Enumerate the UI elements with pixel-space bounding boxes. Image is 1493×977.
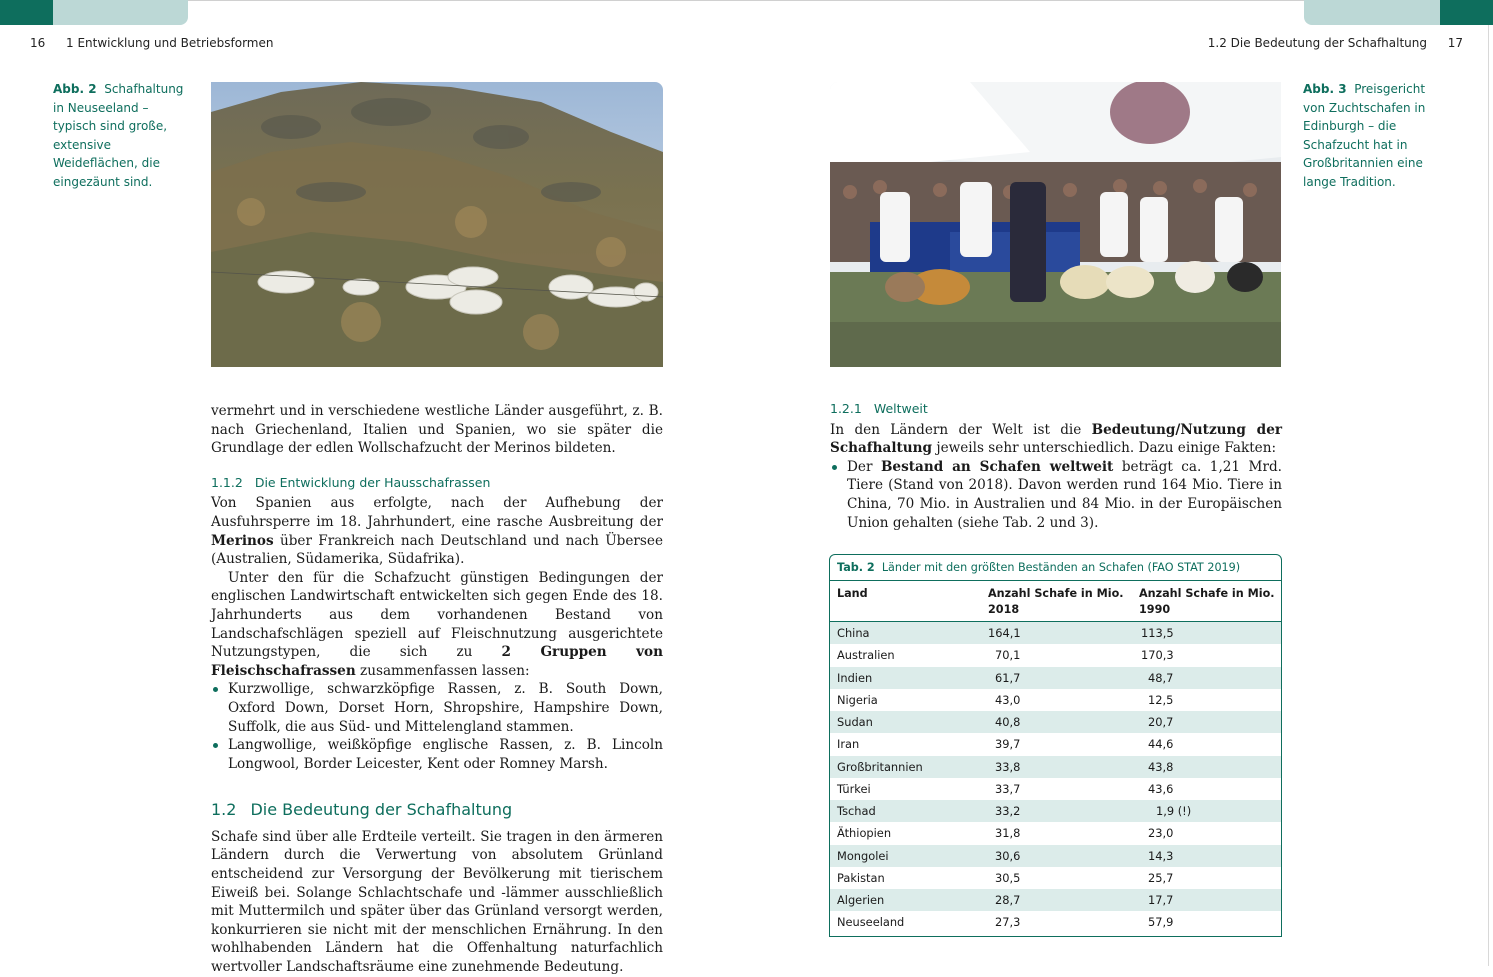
right-column [830,400,1282,532]
sheep-population-table [829,554,1282,937]
cell-1990: 1,9 (!) [1156,804,1192,818]
table-row [830,800,1281,822]
cell-land: Tschad [837,804,876,818]
cell-2018: 30,5 [995,870,1021,885]
cell-2018: 39,7 [995,737,1021,752]
right-running-title: 1.2 Die Bedeutung der Schafhaltung [1207,36,1427,50]
section-1-2-title: Die Bedeutung der Schafhaltung [250,800,513,820]
cell-2018: 33,2 [995,804,1021,818]
left-page-number: 16 [30,36,46,50]
fact-text-a: Der [847,458,881,475]
table-row [830,644,1281,666]
table-header-row [830,581,1281,622]
cell-1990: 23,0 [1148,826,1174,841]
table-row [830,867,1281,889]
list-item: Kurzwollige, schwarzköpfige Rassen, z. B. South Down, Oxford Down, Dorset Horn, Shropshire, Hampshire Down, Suffolk, die aus Süd- und Mittelengland stammen. [211,680,663,736]
cell-land: Nigeria [837,692,878,707]
left-column [211,402,663,977]
cell-2018: 33,8 [995,759,1021,774]
table-caption-text: Länder mit den größten Beständen an Schafen (FAO STAT 2019) [881,561,1241,574]
facts-list [830,458,1282,532]
cell-land: Algerien [837,893,885,907]
paragraph-merinos-text-a: Von Spanien aus erfolgte, nach der Aufhebung der Ausfuhrsperre im 18. Jahrhundert, eine rasche Ausbreitung der [211,495,663,530]
cell-2018: 33,7 [995,781,1021,796]
cell-2018: 70,1 [995,648,1021,663]
cell-1990: 14,3 [1148,848,1174,863]
intro-paragraph: vermehrt und in verschiedene westliche Länder ausgeführt, z. B. nach Griechenland, Italien und Spanien, wo sie später die Grundlage der edlen Wollschafzucht der Merinos bildeten. [211,403,663,457]
cell-land: Mongolei [837,848,889,863]
right-thumb-tab-light [1304,0,1440,25]
column-header-land: Land [837,587,868,600]
column-header-1990: Anzahl Schafe in Mio. 1990 [1139,587,1275,616]
table-row [830,733,1281,755]
fact-bold: Bestand an Schafen weltweit [880,458,1114,475]
paragraph-merinos-text-c: über Frankreich nach Deutschland und nach Übersee (Australien, Südamerika, Südafrika). [211,532,663,568]
fig2-caption-text: Schafhaltung in Neuseeland – typisch sind große, extensive Weideflächen, die eingezäunt sind. [53,82,184,189]
paragraph-merinos [211,494,663,568]
fig2-label: Abb. 2 [53,82,97,96]
table-row [830,667,1281,689]
table-row [830,689,1281,711]
fig3-caption [1303,80,1438,191]
table-row [830,711,1281,733]
section-1-1-2-number: 1.1.2 [211,474,243,490]
cell-2018: 31,8 [995,826,1021,841]
table-caption [830,555,1281,581]
cell-land: Pakistan [837,870,885,885]
cell-land: Indien [837,670,873,685]
cell-1990: 48,7 [1148,670,1174,685]
table-body [830,622,1281,934]
paragraph-england [211,569,663,681]
section-1-2-1-number: 1.2.1 [830,401,862,416]
section-1-2-heading [211,801,663,820]
table-row [830,889,1281,911]
fig3-photo-sheep-show [830,82,1281,367]
cell-2018: 164,1 [988,626,1021,640]
cell-1990: 20,7 [1148,715,1174,729]
cell-land: Äthiopien [837,826,892,841]
cell-land: Türkei [837,781,871,796]
paragraph-england-bold: 2 Gruppen von Fleischschafrassen [211,644,663,679]
section-1-2-1-title: Weltweit [873,401,928,416]
cell-1990: 57,9 [1148,915,1174,930]
table-row [830,622,1281,644]
cell-land: Australien [837,648,895,663]
cell-2018: 43,0 [995,692,1021,707]
table-row [830,822,1281,844]
fig2-photo-sheep-hillside [211,82,663,367]
cell-2018: 27,3 [995,915,1021,930]
fig3-label: Abb. 3 [1303,82,1347,96]
list-item [830,458,1282,532]
section-1-2-number: 1.2 [211,800,237,820]
cell-2018: 30,6 [995,848,1021,863]
table-label: Tab. 2 [837,561,875,574]
column-header-2018: Anzahl Schafe in Mio. 2018 [988,587,1124,616]
cell-2018: 40,8 [995,715,1021,729]
paragraph-england-text-a: Unter den für die Schafzucht günstigen Bedingungen der englischen Landwirtschaft entwickelten sich gegen Ende des 18. Jahrhunderts aus dem vorhandenen Bestand von Landschafschlägen speziell auf Fleischnutzung ausgerichtete Nutzungstypen, die sich zu [211,569,663,661]
section-1-1-2-heading [211,474,663,493]
right-page-number: 17 [1447,36,1463,50]
list-item: Langwollige, weißköpfige englische Rassen, z. B. Lincoln Longwool, Border Leicester, Kent oder Romney Marsh. [211,736,663,773]
table-row [830,911,1281,933]
section-1-2-1-heading [830,400,1282,419]
table-row [830,845,1281,867]
paragraph-worldwide-text-c: jeweils sehr unterschiedlich. Dazu einige Fakten: [932,440,1277,457]
fig3-caption-text: Preisgericht von Zuchtschafen in Edinburgh – die Schafzucht hat in Großbritannien eine lange Tradition. [1303,82,1426,189]
paragraph-england-text-c: zusammenfassen lassen: [355,662,530,679]
cell-1990: 43,8 [1148,759,1174,774]
cell-1990: 44,6 [1148,737,1174,752]
paragraph-worldwide [830,421,1282,458]
fig2-caption [53,80,193,191]
cell-2018: 28,7 [995,893,1021,907]
cell-1990: 113,5 [1141,626,1174,640]
paragraph-worldwide-bold: Bedeutung/Nutzung der Schafhaltung [830,421,1282,457]
cell-2018: 61,7 [995,670,1021,685]
cell-1990: 43,6 [1148,781,1174,796]
cell-land: Neuseeland [837,915,905,930]
right-thumb-tab-dark [1440,0,1493,25]
breed-list [211,680,663,773]
cell-1990: 170,3 [1141,648,1174,663]
fact-text-c: beträgt ca. 1,21 Mrd. Tiere (Stand von 2018). Davon werden rund 164 Mio. Tiere in China, 70 Mio. in Australien und 84 Mio. in der Europäischen Union gehalten (siehe Tab. 2 und 3). [847,458,1282,531]
cell-land: Iran [837,737,860,752]
section-1-1-2-title: Die Entwicklung der Hausschafrassen [254,474,491,490]
cell-land: Sudan [837,715,873,729]
left-thumb-tab-dark [0,0,53,25]
paragraph-merinos-bold: Merinos [211,532,274,549]
left-running-title: 1 Entwicklung und Betriebsformen [66,36,274,50]
page-edge [1488,25,1489,966]
cell-land: China [837,626,870,640]
paragraph-importance: Schafe sind über alle Erdteile verteilt. Sie tragen in den ärmeren Ländern durch die Verwertung von absolutem Grünland entscheidend zur Versorgung der Bevölkerung mit tierischem Eiweiß bei. Solange Schlachtschafe und -lämmer ausschließlich mit Muttermilch und später über das Grünland versorgt werden, konkurrieren sie nicht mit der menschlichen Ernährung. In den wohlhabenden Ländern hat die Offenhaltung naturfachlich wertvoller Landschaftsräume eine zunehmende Bedeutung. [211,828,663,976]
top-rule [188,0,1304,1]
cell-1990: 25,7 [1148,870,1174,885]
table-row [830,756,1281,778]
table-row [830,778,1281,800]
paragraph-worldwide-text-a: In den Ländern der Welt ist die [830,421,1092,438]
left-thumb-tab-light [53,0,188,25]
cell-1990: 12,5 [1148,692,1174,707]
cell-1990: 17,7 [1148,893,1174,907]
cell-land: Großbritannien [837,759,923,774]
